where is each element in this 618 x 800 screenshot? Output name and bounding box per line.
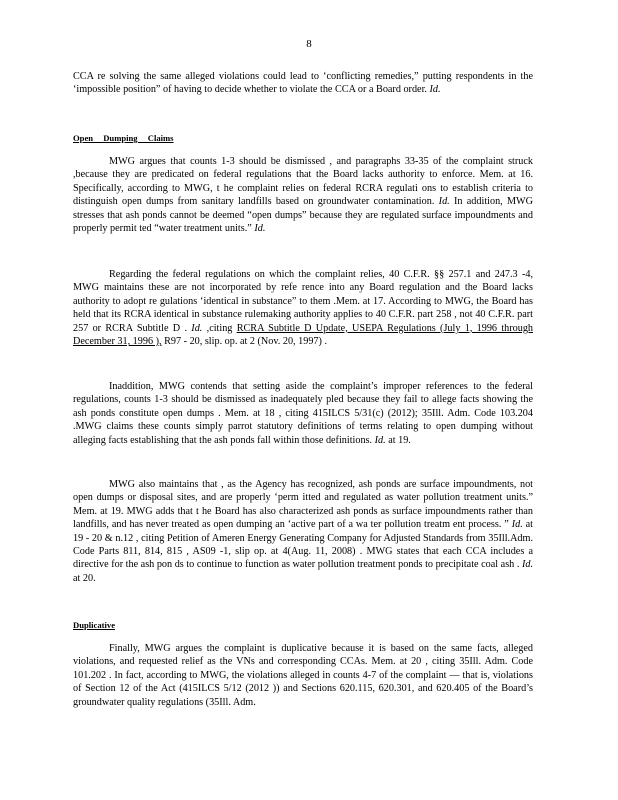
- underlined-citation: RCRA Subtitle D Update, USEPA Regulations (July 1, 1996 through December 31, 1996 ),: [73, 322, 534, 348]
- citation-id: Id.: [511, 519, 523, 531]
- paragraph-text: at 20.: [73, 572, 96, 584]
- paragraph-mwg-argues: [73, 155, 533, 235]
- citation-id: Id.: [521, 559, 533, 571]
- citation-id: Id.: [438, 196, 450, 208]
- citation-id: Id.: [254, 223, 266, 235]
- section-heading-duplicative: Duplicative: [73, 620, 116, 630]
- paragraph-text: CCA re solving the same alleged violations could lead to ‘conflicting remedies,” putting respondents in the ‘impossible position” of having to decide whether to violate the CCA or a Board order.: [73, 71, 533, 96]
- paragraph-text: at 19.: [388, 434, 411, 446]
- paragraph-continued: [73, 70, 533, 97]
- paragraph-in-addition: [73, 380, 533, 447]
- paragraph-finally: [73, 642, 533, 709]
- paragraph-text: MWG also maintains that , as the Agency has recognized, ash ponds are surface impoundments, not open dumps or disposal sites, and are properly ‘perm itted and regulated as water pollution treatment units.” Mem. at 19. MWG adds that t he Board has also characterized ash ponds as surface impoundments rather than landfills, and has never treated as open dumping an ‘active part of a wa ter pollution treatm ent process. ”: [73, 479, 533, 531]
- paragraph-mwg-maintains: [73, 478, 533, 585]
- section-heading-open-dumping: Open Dumping Claims: [73, 133, 174, 143]
- paragraph-text: R97 - 20, slip. op. at 2 (Nov. 20, 1997) .: [164, 336, 327, 348]
- citation-id: Id.: [191, 322, 203, 334]
- page-number: 8: [306, 38, 312, 50]
- paragraph-text: Inaddition, MWG contends that setting aside the complaint’s improper references to the federal regulations, counts 1-3 should be dismissed as inadequately pled because they fail to allege facts showing the ash ponds constitute open dumps . Mem. at 18 , citing 415ILCS 5/31(c) (2012); 35Ill. Adm. Code 103.204 .MWG claims these counts simply parrot statutory definitions of terms relating to open dumping without alleging facts establishing that the ash ponds fall within those definitions.: [73, 381, 533, 446]
- paragraph-text: ,citing: [206, 322, 233, 334]
- citation-id: Id.: [429, 84, 441, 96]
- paragraph-text: at 19 - 20 & n.12 , citing Petition of Ameren Energy Generating Company for Adjusted Standards from 35Ill.Adm. Code Parts 811, 814, 815 , AS09 -1, slip op. at 4(Aug. 11, 2008) . MWG states that each CCA includes a directive for the ash pon ds to continue to function as water pollution treatment ponds to precipitate coal ash .: [73, 519, 534, 571]
- paragraph-text: Regarding the federal regulations on which the complaint relies, 40 C.F.R. §§ 257.1 and 247.3 -4, MWG maintains these are not incorporated by refe rence into any Board regulation and the Board lacks authority to adopt re gulations ‘identical in substance” to them .Mem. at 17. According to MWG, the Board has held that its RCRA identical in substance rulemaking authority applies to 40 C.F.R. part 258 , not 40 C.F.R. part 257 or RCRA Subtitle D .: [73, 269, 533, 334]
- paragraph-text: In addition, MWG stresses that ash ponds cannot be deemed “open dumps” because they are regulated surface impoundments and properly permit ted “water treatment units.”: [73, 196, 534, 235]
- paragraph-federal-regulations: [73, 268, 533, 348]
- citation-id: Id.: [374, 434, 386, 446]
- paragraph-text: Finally, MWG argues the complaint is duplicative because it is based on the same facts, alleged violations, and requested relief as the VNs and corresponding CCAs. Mem. at 20 , citing 35Ill. Adm. Code 101.202 . In fact, according to MWG, the violations alleged in counts 4-7 of the complaint — that is, violations of Section 12 of the Act (415ILCS 5/12 (2012 )) and Sections 620.115, 620.301, and 620.405 of the Board’s groundwater quality regulations (35Ill. Adm.: [73, 643, 533, 708]
- paragraph-text: MWG argues that counts 1-3 should be dismissed , and paragraphs 33-35 of the complaint struck ,because they are predicated on federal regulations that the Board lacks authority to enforce. Mem. at 16. Specifically, according to MWG, t he complaint relies on federal RCRA regulati ons to establish criteria to distinguish open dumps from sanitary landfills based on groundwater contamination.: [73, 156, 533, 208]
